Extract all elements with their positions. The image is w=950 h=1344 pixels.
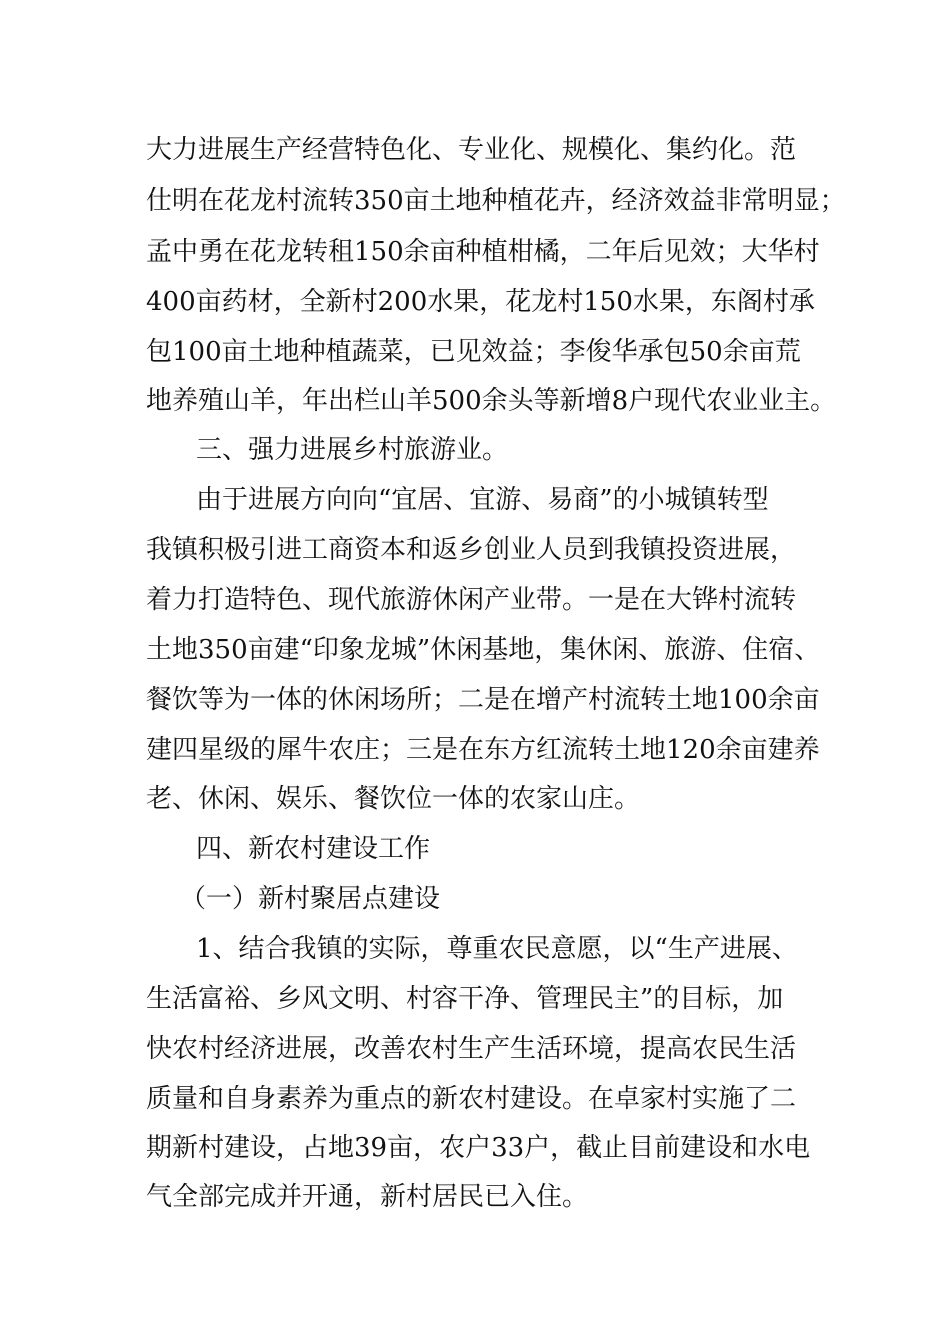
text-line: 仕明在花龙村流转350亩土地种植花卉，经济效益非常明显；: [146, 186, 846, 216]
text-line: 老、休闲、娱乐、餐饮位一体的农家山庄。: [146, 784, 641, 814]
text-line: 1、结合我镇的实际，尊重农民意愿，以“生产进展、: [196, 934, 798, 964]
section-heading-3: 三、强力进展乡村旅游业。: [196, 435, 509, 465]
text-line: 快农村经济进展，改善农村生产生活环境，提高农民生活: [146, 1034, 797, 1064]
text-line: 建四星级的犀牛农庄；三是在东方红流转土地120余亩建养: [146, 735, 820, 765]
text-line: 我镇积极引进工商资本和返乡创业人员到我镇投资进展，: [146, 535, 797, 565]
text-line: 餐饮等为一体的休闲场所；二是在增产村流转土地100余亩: [146, 685, 820, 715]
text-line: 孟中勇在花龙转租150余亩种植柑橘，二年后见效；大华村: [146, 237, 820, 267]
subsection-heading: （一）新村聚居点建设: [180, 884, 441, 914]
text-line: 土地350亩建“印象龙城”休闲基地，集休闲、旅游、住宿、: [146, 635, 821, 665]
text-line: 生活富裕、乡风文明、村容干净、管理民主”的目标，加: [146, 984, 784, 1014]
text-line: 由于进展方向向“宜居、宜游、易商”的小城镇转型: [196, 485, 769, 515]
text-line: 质量和自身素养为重点的新农村建设。在卓家村实施了二: [146, 1084, 797, 1114]
text-line: 包100亩土地种植蔬菜，已见效益；李俊华承包50余亩荒: [146, 337, 801, 367]
text-line: 大力进展生产经营特色化、专业化、规模化、集约化。范: [146, 135, 797, 165]
text-line: 400亩药材，全新村200水果，花龙村150水果，东阁村承: [146, 287, 815, 317]
text-line: 气全部完成并开通，新村居民已入住。: [146, 1182, 589, 1212]
section-heading-4: 四、新农村建设工作: [196, 834, 431, 864]
text-line: 着力打造特色、现代旅游休闲产业带。一是在大铧村流转: [146, 585, 797, 615]
text-line: 地养殖山羊，年出栏山羊500余头等新增8户现代农业业主。: [146, 386, 837, 416]
text-line: 期新村建设，占地39亩，农户33户，截止目前建设和水电: [146, 1133, 811, 1163]
